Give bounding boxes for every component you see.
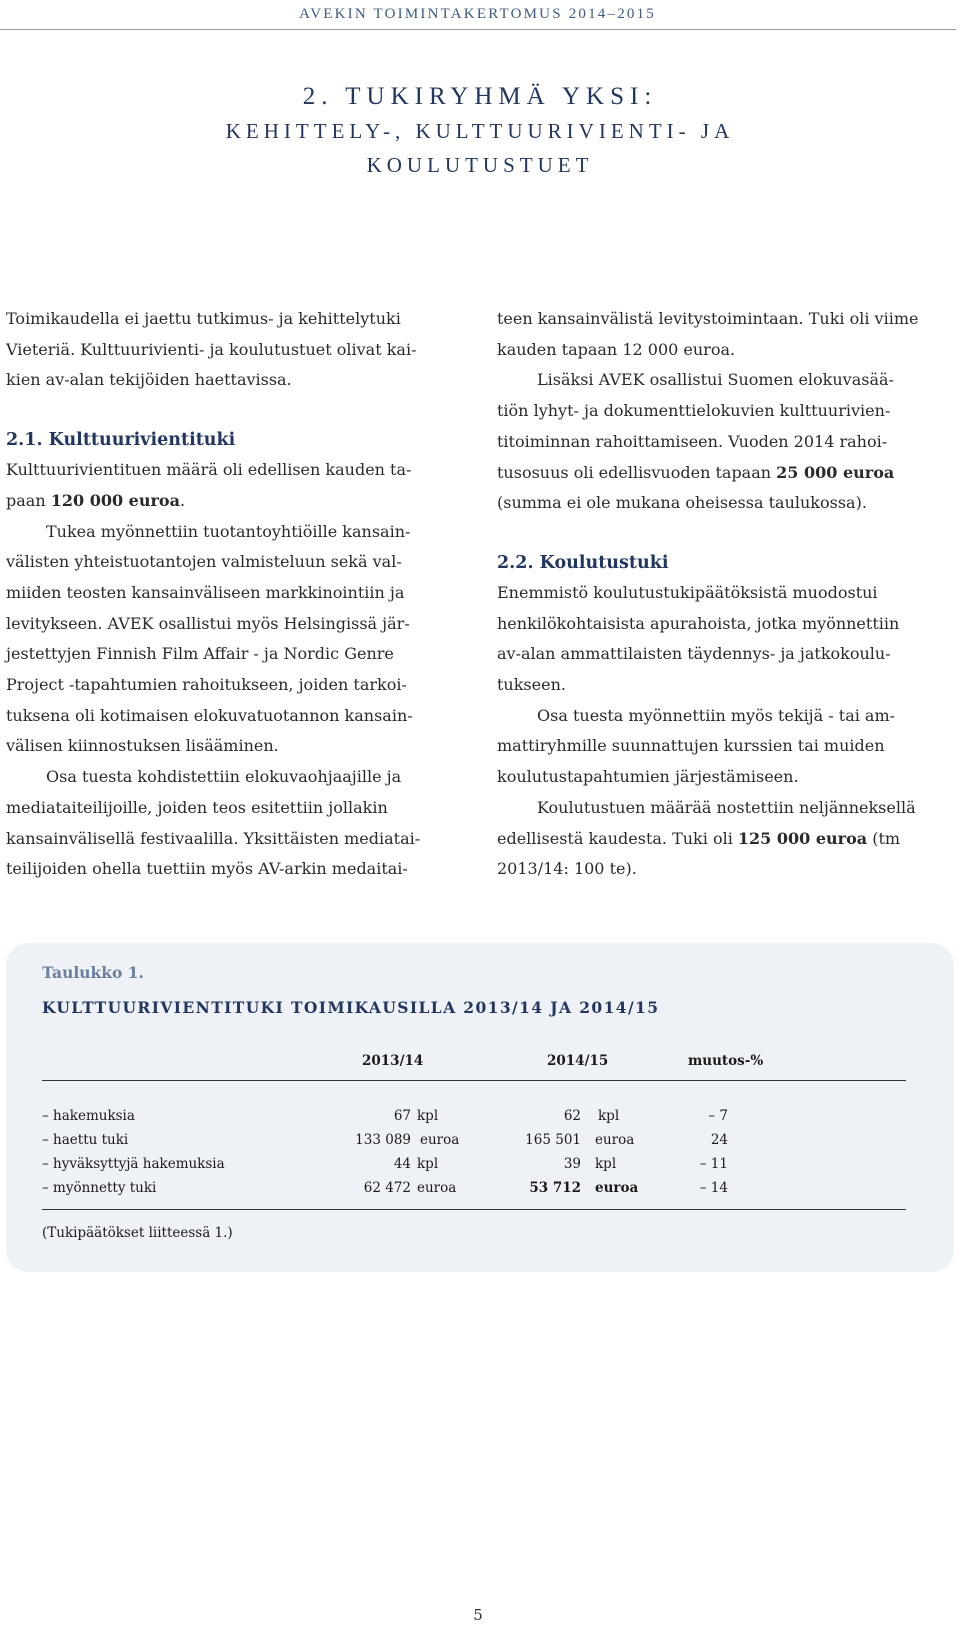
body-line: kauden tapaan 12 000 euroa. xyxy=(497,339,736,359)
table-cell-value: 62 472 xyxy=(363,1180,411,1196)
table-cell-unit: euroa xyxy=(595,1180,639,1196)
body-line: (summa ei ole mukana oheisessa taulukossa). xyxy=(497,493,867,513)
table-rule-bottom xyxy=(42,1209,906,1210)
body-line: Lisäksi AVEK osallistui Suomen elokuvasää- xyxy=(537,370,894,390)
table-cell-value: 53 712 xyxy=(529,1180,581,1196)
table-cell-value: 67 xyxy=(393,1108,411,1124)
table-rule-top xyxy=(42,1080,906,1081)
body-line: tuksena oli kotimaisen elokuvatuotannon kansain- xyxy=(6,705,413,725)
body-line: Tukea myönnettiin tuotantoyhtiöille kansain- xyxy=(46,521,411,541)
header-rule xyxy=(0,29,956,30)
table-cell-change: – 14 xyxy=(699,1180,728,1196)
table-row-label: – haettu tuki xyxy=(42,1132,129,1148)
table-cell-change: 24 xyxy=(710,1132,728,1148)
running-head: AVEKIN TOIMINTAKERTOMUS 2014–2015 xyxy=(299,6,656,22)
amount-bold: 125 000 euroa xyxy=(737,828,868,848)
table-cell-unit: kpl xyxy=(598,1108,620,1124)
body-line: tusosuus oli edellisvuoden tapaan 25 000 euroa xyxy=(497,462,895,482)
table-row-label: – hakemuksia xyxy=(42,1108,135,1124)
chapter-title-line-3: KOULUTUSTUET xyxy=(366,153,594,177)
body-line: paan 120 000 euroa. xyxy=(6,490,186,510)
table-cell-value: 165 501 xyxy=(525,1132,581,1148)
chapter-title-line-2: KEHITTELY-, KULTTUURIVIENTI- JA xyxy=(225,119,735,143)
body-line: av-alan ammattilaisten täydennys- ja jatkokoulu- xyxy=(497,644,891,664)
table-cell-unit: kpl xyxy=(417,1108,439,1124)
table-caption: Taulukko 1. xyxy=(42,963,144,982)
body-line: jestettyjen Finnish Film Affair - ja Nordic Genre xyxy=(6,644,394,664)
body-line: 2013/14: 100 te). xyxy=(497,859,637,879)
table-header-2013-14: 2013/14 xyxy=(362,1053,424,1069)
table-box xyxy=(6,943,954,1272)
body-line: titoiminnan rahoittamiseen. Vuoden 2014 rahoi- xyxy=(497,431,888,451)
body-line: teilijoiden ohella tuettiin myös AV-arkin medaitai- xyxy=(6,859,408,879)
chapter-title-line-1: 2. TUKIRYHMÄ YKSI: xyxy=(302,83,658,110)
intro-line: Toimikaudella ei jaettu tutkimus- ja kehittelytuki xyxy=(6,309,401,328)
table-cell-value: 44 xyxy=(393,1156,411,1172)
body-line: Osa tuesta kohdistettiin elokuvaohjaajille ja xyxy=(46,767,402,787)
section-heading-2-1: 2.1. Kulttuurivientituki xyxy=(6,430,236,451)
table-cell-unit: euroa xyxy=(595,1132,635,1148)
body-line: Kulttuurivientituen määrä oli edellisen kauden ta- xyxy=(6,460,412,480)
table-cell-unit: kpl xyxy=(417,1156,439,1172)
table-row-label: – hyväksyttyjä hakemuksia xyxy=(42,1156,225,1172)
page-number: 5 xyxy=(473,1606,483,1624)
body-line: kansainvälisellä festivaalilla. Yksittäisten mediatai- xyxy=(6,828,421,848)
body-line: edellisestä kaudesta. Tuki oli 125 000 euroa (tm xyxy=(497,828,901,848)
table-cell-unit: kpl xyxy=(595,1156,617,1172)
table-cell-value: 62 xyxy=(563,1108,581,1124)
body-line: tiön lyhyt- ja dokumenttielokuvien kulttuurivien- xyxy=(497,401,891,421)
chapter-title xyxy=(0,80,960,182)
body-line: Project -tapahtumien rahoitukseen, joiden tarkoi- xyxy=(6,675,407,695)
table-cell-change: – 11 xyxy=(699,1156,728,1172)
intro-line: kien av-alan tekijöiden haettavissa. xyxy=(6,370,292,390)
table-cell-unit: euroa xyxy=(417,1180,457,1196)
body-line: mattiryhmille suunnattujen kurssien tai muiden xyxy=(497,736,885,756)
body-line: henkilökohtaisista apurahoista, jotka myönnettiin xyxy=(497,613,900,633)
body-line: miiden teosten kansainväliseen markkinointiin ja xyxy=(6,582,405,602)
body-line: Koulutustuen määrää nostettiin neljänneksellä xyxy=(537,797,916,817)
table-cell-value: 39 xyxy=(563,1156,581,1172)
section-heading-2-2: 2.2. Koulutustuki xyxy=(497,552,669,573)
body-line: levitykseen. AVEK osallistui myös Helsingissä jär- xyxy=(6,613,410,633)
body-line: Osa tuesta myönnettiin myös tekijä - tai am- xyxy=(537,705,896,725)
table-title: KULTTUURIVIENTITUKI TOIMIKAUSILLA 2013/14 JA 2014/15 xyxy=(42,998,660,1017)
right-column xyxy=(497,304,957,885)
body-line: mediataiteilijoille, joiden teos esitettiin jollakin xyxy=(6,797,388,817)
table-cell-unit: euroa xyxy=(420,1132,460,1148)
table-header-2014-15: 2014/15 xyxy=(547,1053,609,1069)
body-line: koulutustapahtumien järjestämiseen. xyxy=(497,767,799,787)
table-cell-change: – 7 xyxy=(708,1108,728,1124)
table-note: (Tukipäätökset liitteessä 1.) xyxy=(42,1225,233,1241)
table-header-change: muutos-% xyxy=(688,1053,764,1069)
amount-bold: 25 000 euroa xyxy=(776,462,895,482)
body-line: teen kansainvälistä levitystoimintaan. Tuki oli viime xyxy=(497,309,919,328)
body-line: välisten yhteistuotantojen valmisteluun sekä val- xyxy=(6,552,402,572)
amount-bold: 120 000 euroa xyxy=(50,490,180,510)
table-row-label: – myönnetty tuki xyxy=(42,1180,157,1196)
body-line: Enemmistö koulutustukipäätöksistä muodostui xyxy=(497,582,878,602)
intro-line: Vieteriä. Kulttuurivienti- ja koulutustuet olivat kai- xyxy=(6,339,417,359)
table-cell-value: 133 089 xyxy=(355,1132,411,1148)
body-line: välisen kiinnostuksen lisääminen. xyxy=(6,736,279,756)
left-column xyxy=(6,304,461,885)
body-line: tukseen. xyxy=(497,675,566,695)
